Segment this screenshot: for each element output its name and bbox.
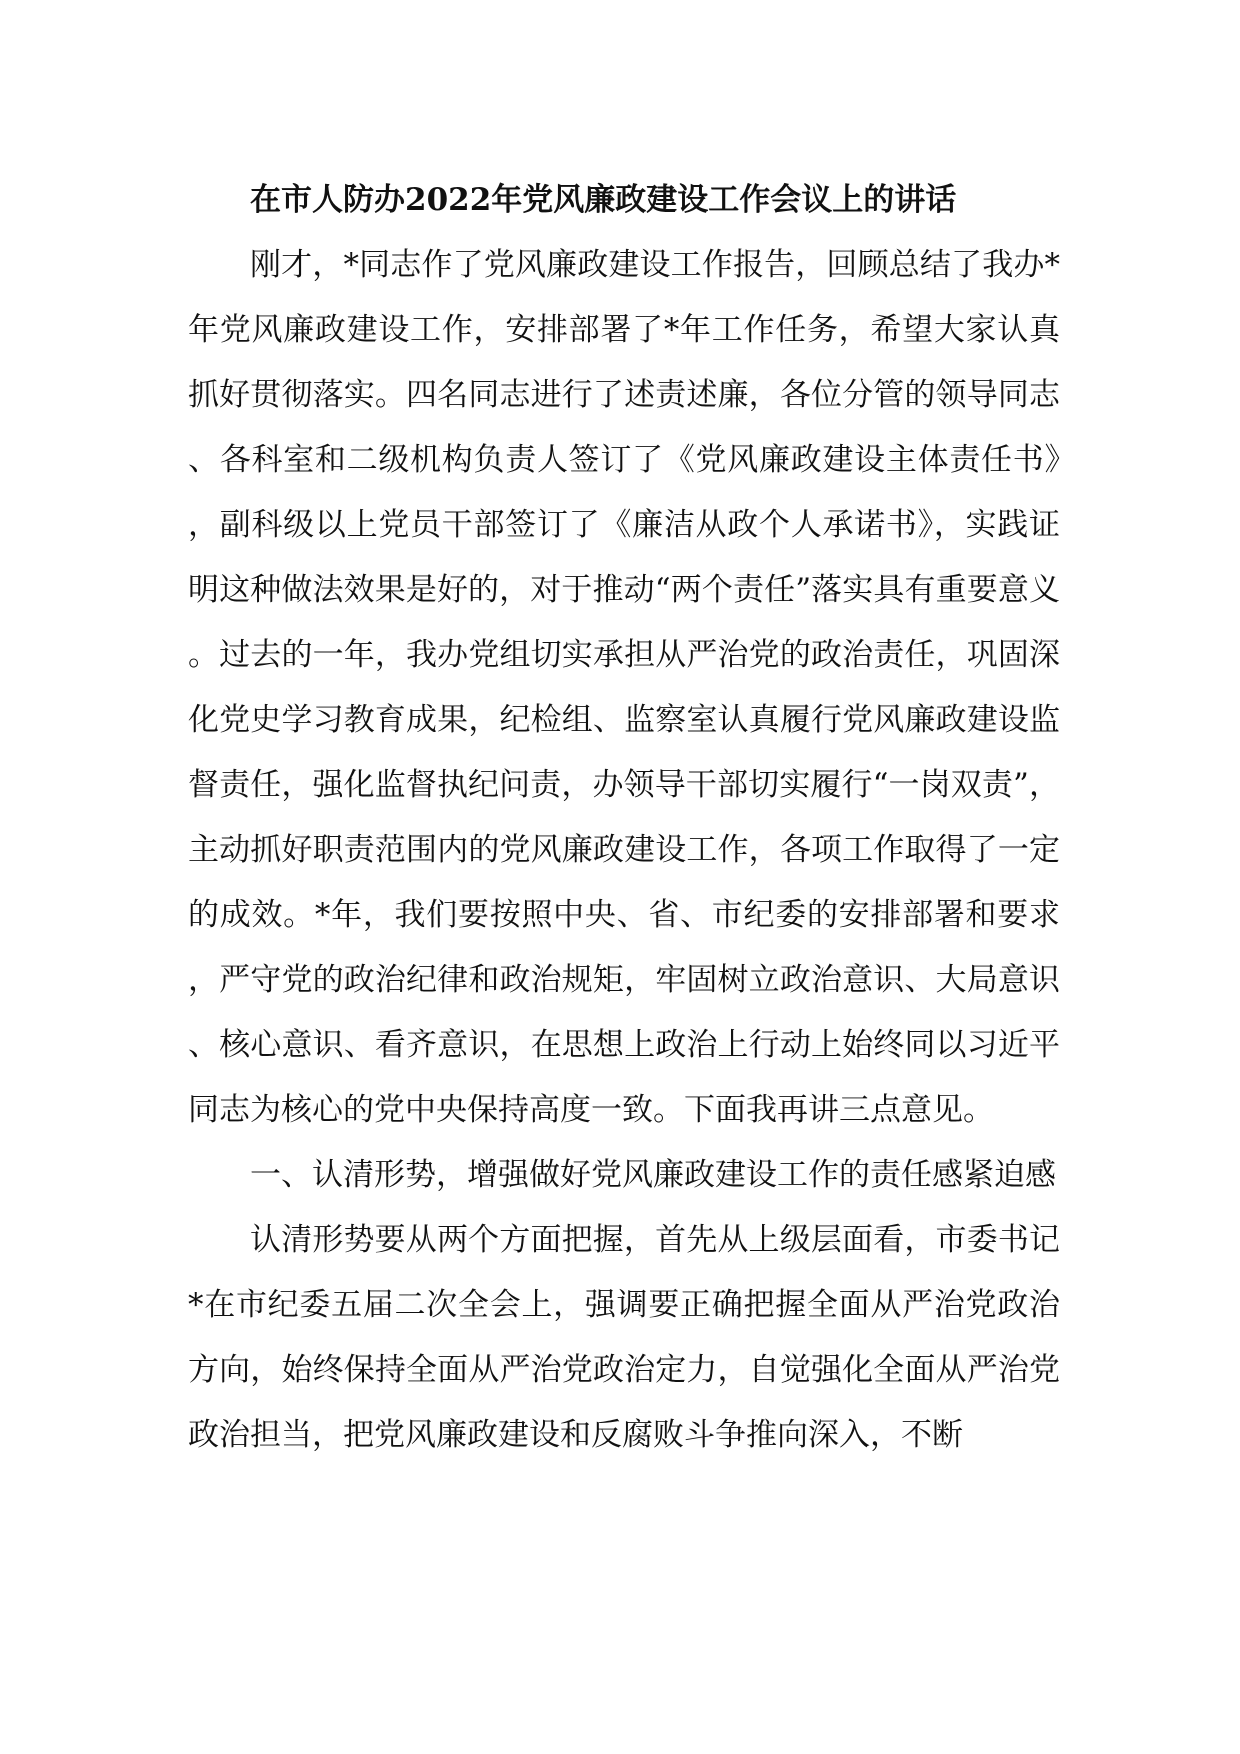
paragraph-opening: 刚才，*同志作了党风廉政建设工作报告，回顾总结了我办*年党风廉政建设工作，安排部署了*年工作任务，希望大家认真抓好贯彻落实。四名同志进行了述责述廉，各位分管的领导同志、各科室和二级机构负责人签订了《党风廉政建设主体责任书》，副科级以上党员干部签订了《廉洁从政个人承诺书》，实践证明这种做法效果是好的，对于推动“两个责任”落实具有重要意义。过去的一年，我办党组切实承担从严治党的政治责任，巩固深化党史学习教育成果，纪检组、监察室认真履行党风廉政建设监督责任，强化监督执纪问责，办领导干部切实履行“一岗双责”，主动抓好职责范围内的党风廉政建设工作，各项工作取得了一定的成效。*年，我们要按照中央、省、市纪委的安排部署和要求，严守党的政治纪律和政治规矩，牢固树立政治意识、大局意识、核心意识、看齐意识，在思想上政治上行动上始终同以习近平同志为核心的党中央保持高度一致。下面我再讲三点意见。 [188,247,1060,1128]
document-title: 在市人防办2022年党风廉政建设工作会议上的讲话 [250,182,957,218]
document-body [188,168,1060,1468]
section-heading-1: 一、认清形势，增强做好党风廉政建设工作的责任感紧迫感 [250,1157,1056,1193]
paragraph-section-1: 认清形势要从两个方面把握，首先从上级层面看，市委书记*在市纪委五届二次全会上，强调要正确把握全面从严治党政治方向，始终保持全面从严治党政治定力，自觉强化全面从严治党政治担当，把党风廉政建设和反腐败斗争推向深入，不断 [188,1222,1060,1453]
